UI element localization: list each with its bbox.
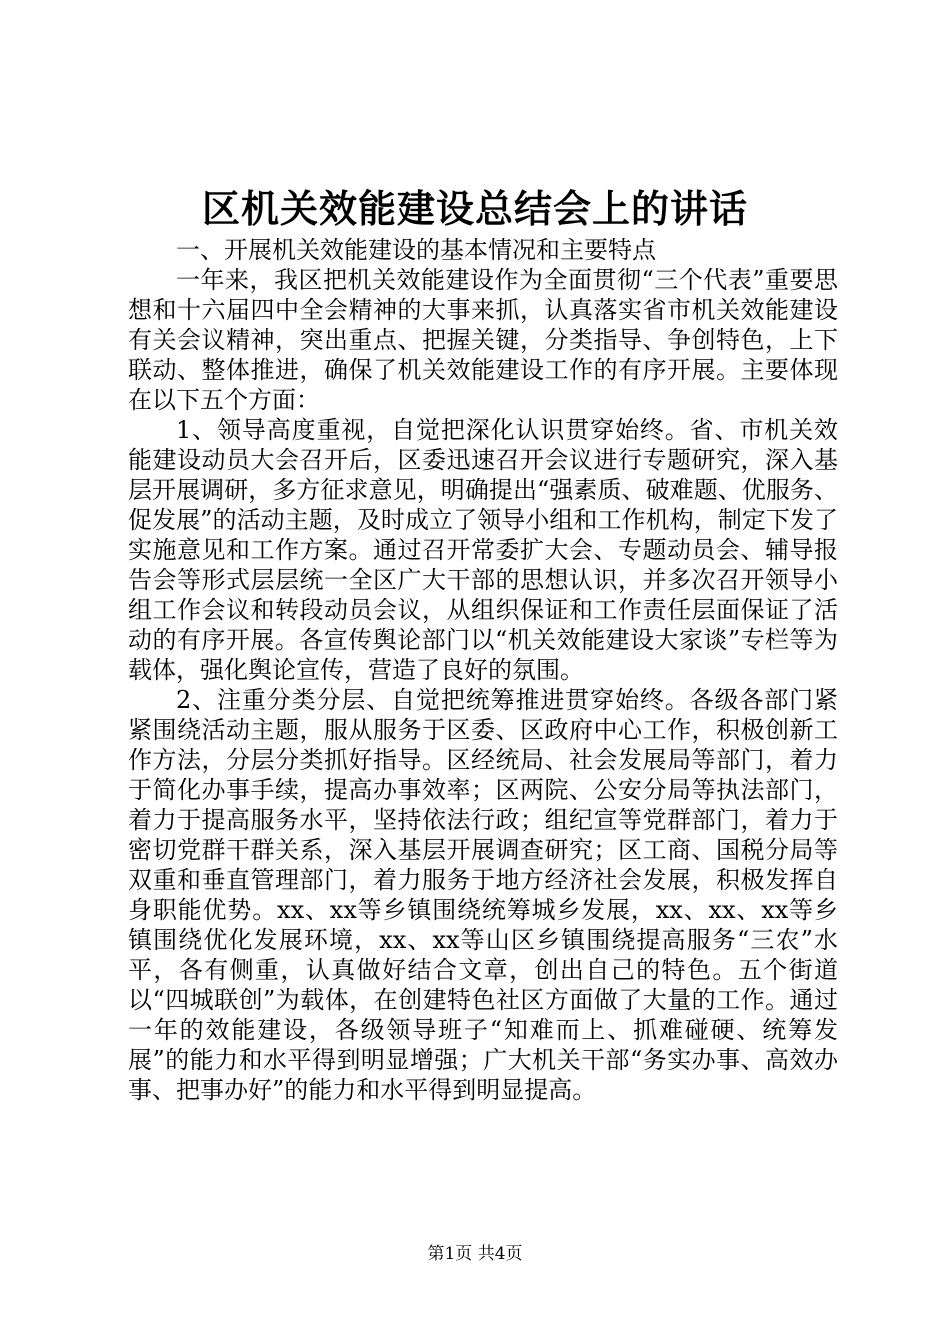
paragraph-point-2: 2、注重分类分层、自觉把统筹推进贯穿始终。各级各部门紧紧围绕活动主题，服从服务于区委、区政府中心工作，积极创新工作方法，分层分类抓好指导。区经统局、社会发展局等部门，着力于简化办事手续，提高办事效率；区两院、公安分局等执法部门，着力于提高服务水平，坚持依法行政；组纪宣等党群部门，着力于密切党群干群关系，深入基层开展调查研究；区工商、国税分局等双重和垂直管理部门，着力服务于地方经济社会发展，积极发挥自身职能优势。xx、xx等乡镇围绕统筹城乡发展，xx、xx、xx等乡镇围绕优化发展环境，xx、xx等山区乡镇围绕提高服务“三农”水平，各有侧重，认真做好结合文章，创出自己的特色。五个街道以“四城联创”为载体，在创建特色社区方面做了大量的工作。通过一年的效能建设，各级领导班子“知难而上、抓难碰硬、统筹发展”的能力和水平得到明显增强；广大机关干部“务实办事、高效办事、把事办好”的能力和水平得到明显提高。: [128, 686, 838, 1104]
paragraph-point-1: 1、领导高度重视，自觉把深化认识贯穿始终。省、市机关效能建设动员大会召开后，区委迅速召开会议进行专题研究，深入基层开展调研，多方征求意见，明确提出“强素质、破难题、优服务、促发展”的活动主题，及时成立了领导小组和工作机构，制定下发了实施意见和工作方案。通过召开常委扩大会、专题动员会、辅导报告会等形式层层统一全区广大干部的思想认识，并多次召开领导小组工作会议和转段动员会议，从组织保证和工作责任层面保证了活动的有序开展。各宣传舆论部门以“机关效能建设大家谈”专栏等为载体，强化舆论宣传，营造了良好的氛围。: [128, 416, 838, 684]
page-footer: 第1页 共4页: [427, 1244, 523, 1264]
document-body: [128, 235, 838, 1105]
section-heading: 一、开展机关效能建设的基本情况和主要特点: [176, 236, 656, 264]
paragraph-intro: 一年来，我区把机关效能建设作为全面贯彻“三个代表”重要思想和十六届四中全会精神的大事来抓，认真落实省市机关效能建设有关会议精神，突出重点、把握关键，分类指导、争创特色，上下联动、整体推进，确保了机关效能建设工作的有序开展。主要体现在以下五个方面：: [128, 266, 838, 414]
document-title: 区机关效能建设总结会上的讲话: [201, 186, 748, 231]
